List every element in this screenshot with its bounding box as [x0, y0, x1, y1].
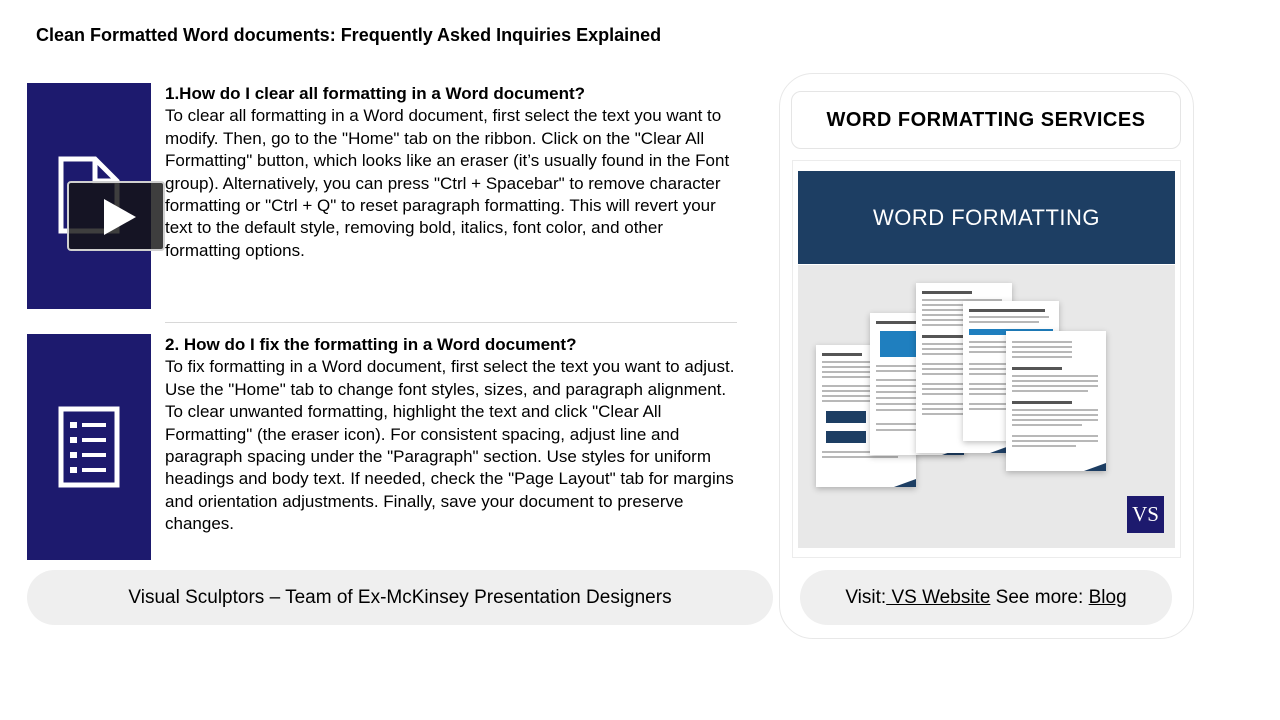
document-preview: [1006, 331, 1106, 471]
faq-item-fix-formatting: [27, 334, 737, 560]
video-play-button[interactable]: [67, 181, 165, 251]
faq-question: 1.How do I clear all formatting in a Word document?: [165, 84, 586, 103]
faq-answer: To fix formatting in a Word document, first select the text you want to adjust. Use the "Home" tab to change font styles, sizes, and paragraph alignment. To clear unwanted formatting, highlight the text and click "Clear All Formatting" (the eraser icon). For consistent spacing, adjust line and paragraph spacing under the "Paragraph" section. Use styles for uniform headings and body text. If needed, check the "Page Layout" tab for margins and orientation adjustments. Finally, save your document to preserve changes.: [165, 357, 735, 534]
blog-link[interactable]: Blog: [1088, 586, 1127, 608]
faq-text: [165, 334, 737, 536]
image-banner: WORD FORMATTING: [798, 171, 1175, 264]
tagline-text: Visual Sculptors – Team of Ex-McKinsey Presentation Designers: [128, 586, 672, 608]
faq-answer: To clear all formatting in a Word document, first select the text you want to modify. Then, go to the "Home" tab on the ribbon. Click on the "Clear All Formatting" button, which looks like an eraser (it’s usually found in the Font group). Alternatively, you can press "Ctrl + Spacebar" to remove character formatting or "Ctrl + Q" to reset paragraph formatting. This will revert your text to the default style, removing bold, italics, font color, and other formatting options.: [165, 106, 730, 260]
links-bar: [800, 570, 1172, 625]
company-tagline: [27, 570, 773, 625]
document-previews: [798, 265, 1175, 548]
faq-question: 2. How do I fix the formatting in a Word document?: [165, 335, 577, 354]
see-more-label: See more:: [990, 586, 1089, 608]
checklist-icon: [58, 406, 120, 493]
services-panel-title: WORD FORMATTING SERVICES: [791, 91, 1181, 149]
play-icon: [100, 197, 140, 237]
visit-label: Visit:: [845, 586, 887, 608]
faq-icon-panel: [27, 334, 151, 560]
vs-website-link[interactable]: VS Website: [886, 586, 991, 608]
faq-divider: [165, 322, 737, 323]
faq-text: [165, 83, 737, 262]
vs-logo: VS: [1127, 496, 1164, 533]
word-formatting-image: [792, 160, 1181, 558]
page-title: Clean Formatted Word documents: Frequently Asked Inquiries Explained: [36, 25, 662, 45]
